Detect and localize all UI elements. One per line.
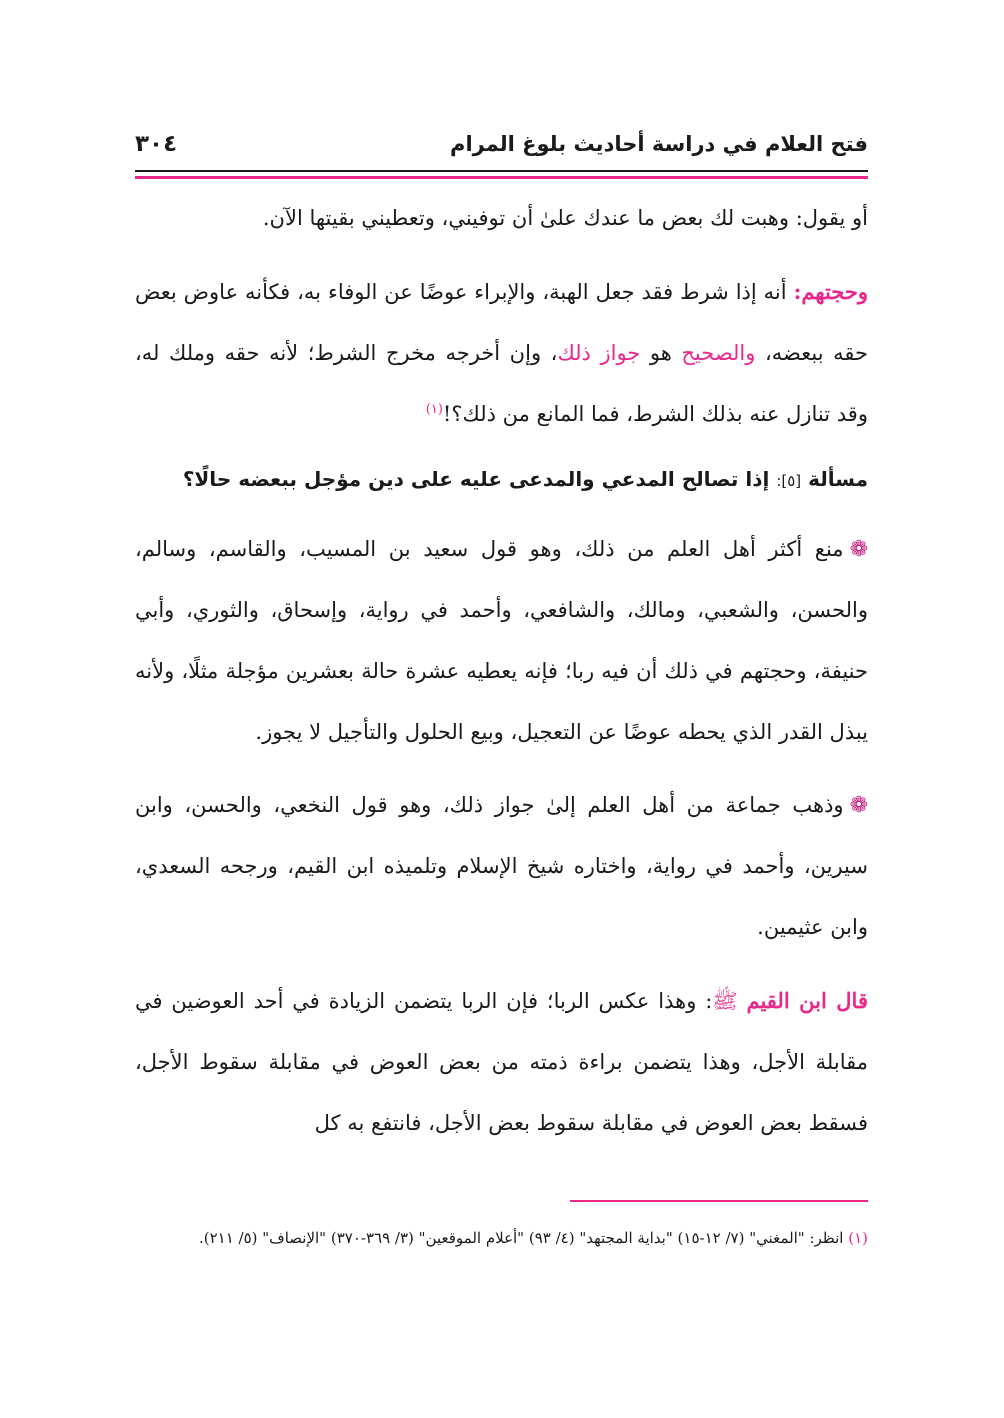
main-text: [135, 188, 868, 1154]
paragraph: [135, 970, 868, 1154]
paragraph-text: وذهب جماعة من أهل العلم إلىٰ جواز ذلك، وهو قول النخعي، والحسن، وابن سيرين، وأحمد في رواية، واختاره شيخ الإسلام وتلميذه ابن القيم، ورجحه السعدي، وابن عثيمين.: [135, 793, 868, 939]
paragraph-text: هو: [640, 341, 682, 365]
footnotes: [135, 1222, 868, 1254]
paragraph: [135, 775, 868, 958]
paragraph-text: : وهذا عكس الربا؛ فإن الربا يتضمن الزيادة في أحد العوضين في مقابلة الأجل، وهذا يتضمن براءة ذمته من بعض العوض في مقابلة سقوط الأجل، فسقط بعض العوض في مقابلة سقوط بعض الأجل، فانتفع به كل: [135, 989, 868, 1135]
running-header: [135, 120, 868, 168]
footnote-ref: (١): [425, 402, 443, 417]
footnote-text: انظر: "المغني" (٧/ ١٢-١٥) "بداية المجتهد" (٤/ ٩٣) "أعلام الموقعين" (٣/ ٣٦٩-٣٧٠) "الإنصاف" (٥/ ٢١١).: [198, 1229, 849, 1247]
paragraph: [135, 519, 868, 763]
quote-attribution: قال ابن القيم: [746, 988, 868, 1013]
sahih-highlight: والصحيح: [681, 341, 756, 365]
paragraph: [135, 188, 868, 249]
heading-label: مسألة: [808, 467, 868, 491]
header-rule-black: [135, 170, 868, 172]
jawaz-highlight: جواز ذلك: [557, 341, 641, 365]
section-heading: [135, 453, 868, 507]
page-number: ٣٠٤: [135, 131, 178, 157]
heading-text: إذا تصالح المدعي والمدعى عليه على دين مؤجل ببعضه حالًا؟: [182, 467, 777, 491]
paragraph-text: ، وإن أخرجه مخرج الشرط؛ لأنه حقه وملك له، وقد تنازل عنه بذلك الشرط، فما المانع من ذلك؟!: [135, 341, 868, 426]
flower-ornament-icon: ❁: [849, 537, 868, 562]
paragraph-text: أو يقول: وهبت لك بعض ما عندك علىٰ أن توفيني، وتعطيني بقيتها الآن.: [262, 206, 868, 230]
paragraph: [135, 261, 868, 445]
argument-label: وحجتهم:: [793, 279, 868, 304]
heading-number: [٥]:: [776, 472, 802, 490]
footnote-number: (١): [848, 1229, 868, 1247]
paragraph-text: منع أكثر أهل العلم من ذلك، وهو قول سعيد بن المسيب، والقاسم، وسالم، والحسن، والشعبي، ومالك، والشافعي، وأحمد في رواية، وإسحاق، والثوري، وأبي حنيفة، وحجتهم في ذلك أن فيه ربا؛ فإنه يعطيه عشرة حالة بعشرين مؤجلة مثلًا، ولأنه يبذل القدر الذي يحطه عوضًا عن التعجيل، وبيع الحلول والتأجيل لا يجوز.: [135, 537, 868, 744]
footnote-rule: [570, 1200, 868, 1202]
header-rule-pink: [135, 176, 868, 179]
book-title: فتح العلام في دراسة أحاديث بلوغ المرام: [450, 132, 868, 156]
honorific: ﷺ: [712, 989, 747, 1013]
paragraph-text: أنه إذا شرط فقد جعل الهبة، والإبراء عوضًا عن الوفاء به، فكأنه عاوض بعض حقه ببعضه،: [135, 280, 868, 365]
flower-ornament-icon: ❁: [849, 793, 868, 818]
